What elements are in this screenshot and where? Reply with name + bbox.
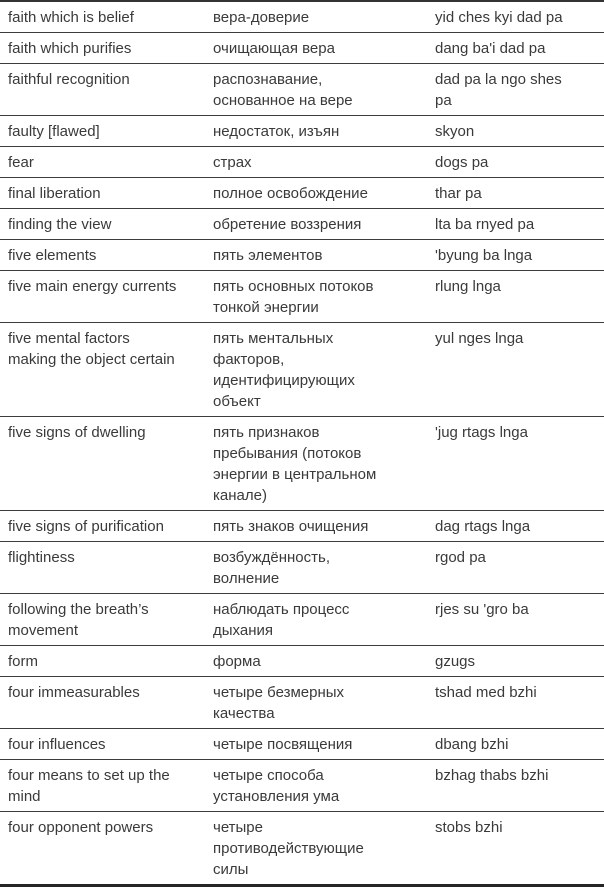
russian-translation: возбуждённость, волнение: [205, 542, 427, 594]
russian-translation: четыре противодействующие силы: [205, 812, 427, 886]
glossary-row: [0, 542, 604, 594]
tibetan-transliteration: dogs pa: [427, 147, 604, 178]
russian-translation: пять основных потоков тонкой энергии: [205, 271, 427, 323]
glossary-row: [0, 417, 604, 511]
tibetan-transliteration: yid ches kyi dad pa: [427, 1, 604, 33]
english-term: faith which is belief: [0, 1, 205, 33]
glossary-row: [0, 677, 604, 729]
english-term: finding the view: [0, 209, 205, 240]
russian-translation: распознавание, основанное на вере: [205, 64, 427, 116]
tibetan-transliteration: stobs bzhi: [427, 812, 604, 886]
russian-translation: наблюдать процесс дыхания: [205, 594, 427, 646]
glossary-row: [0, 178, 604, 209]
glossary-row: [0, 116, 604, 147]
tibetan-transliteration: tshad med bzhi: [427, 677, 604, 729]
russian-translation: вера-доверие: [205, 1, 427, 33]
glossary-row: [0, 209, 604, 240]
glossary-row: [0, 646, 604, 677]
glossary-row: [0, 64, 604, 116]
english-term: fear: [0, 147, 205, 178]
english-term: four influences: [0, 729, 205, 760]
glossary-row: [0, 594, 604, 646]
english-term: faith which purifies: [0, 33, 205, 64]
russian-translation: очищающая вера: [205, 33, 427, 64]
tibetan-transliteration: 'byung ba lnga: [427, 240, 604, 271]
english-term: five elements: [0, 240, 205, 271]
glossary-row: [0, 511, 604, 542]
russian-translation: четыре способа установления ума: [205, 760, 427, 812]
glossary-row: [0, 271, 604, 323]
glossary-row: [0, 1, 604, 33]
russian-translation: полное освобождение: [205, 178, 427, 209]
russian-translation: пять элементов: [205, 240, 427, 271]
english-term: faithful recognition: [0, 64, 205, 116]
russian-translation: обретение воззрения: [205, 209, 427, 240]
russian-translation: пять ментальных факторов, идентифицирующих объект: [205, 323, 427, 417]
russian-translation: пять знаков очищения: [205, 511, 427, 542]
english-term: four means to set up the mind: [0, 760, 205, 812]
tibetan-transliteration: dbang bzhi: [427, 729, 604, 760]
russian-translation: форма: [205, 646, 427, 677]
tibetan-transliteration: lta ba rnyed pa: [427, 209, 604, 240]
glossary-row: [0, 147, 604, 178]
glossary-row: [0, 729, 604, 760]
glossary-row: [0, 33, 604, 64]
english-term: form: [0, 646, 205, 677]
english-term: faulty [flawed]: [0, 116, 205, 147]
english-term: five signs of dwelling: [0, 417, 205, 511]
tibetan-transliteration: dang ba'i dad pa: [427, 33, 604, 64]
tibetan-transliteration: dad pa la ngo shes pa: [427, 64, 604, 116]
glossary-row: [0, 760, 604, 812]
glossary-row: [0, 812, 604, 886]
english-term: four immeasurables: [0, 677, 205, 729]
tibetan-transliteration: dag rtags lnga: [427, 511, 604, 542]
tibetan-transliteration: bzhag thabs bzhi: [427, 760, 604, 812]
tibetan-transliteration: gzugs: [427, 646, 604, 677]
english-term: five mental factors making the object certain: [0, 323, 205, 417]
english-term: flightiness: [0, 542, 205, 594]
tibetan-transliteration: skyon: [427, 116, 604, 147]
russian-translation: четыре безмерных качества: [205, 677, 427, 729]
russian-translation: недостаток, изъян: [205, 116, 427, 147]
tibetan-transliteration: rjes su 'gro ba: [427, 594, 604, 646]
english-term: four opponent powers: [0, 812, 205, 886]
tibetan-transliteration: 'jug rtags lnga: [427, 417, 604, 511]
russian-translation: пять признаков пребывания (потоков энергии в центральном канале): [205, 417, 427, 511]
english-term: final liberation: [0, 178, 205, 209]
tibetan-transliteration: rgod pa: [427, 542, 604, 594]
glossary-table-body: [0, 1, 604, 886]
tibetan-transliteration: yul nges lnga: [427, 323, 604, 417]
glossary-row: [0, 240, 604, 271]
english-term: five main energy currents: [0, 271, 205, 323]
russian-translation: четыре посвящения: [205, 729, 427, 760]
russian-translation: страх: [205, 147, 427, 178]
glossary-row: [0, 323, 604, 417]
english-term: following the breath’s movement: [0, 594, 205, 646]
tibetan-transliteration: thar pa: [427, 178, 604, 209]
tibetan-transliteration: rlung lnga: [427, 271, 604, 323]
english-term: five signs of purification: [0, 511, 205, 542]
